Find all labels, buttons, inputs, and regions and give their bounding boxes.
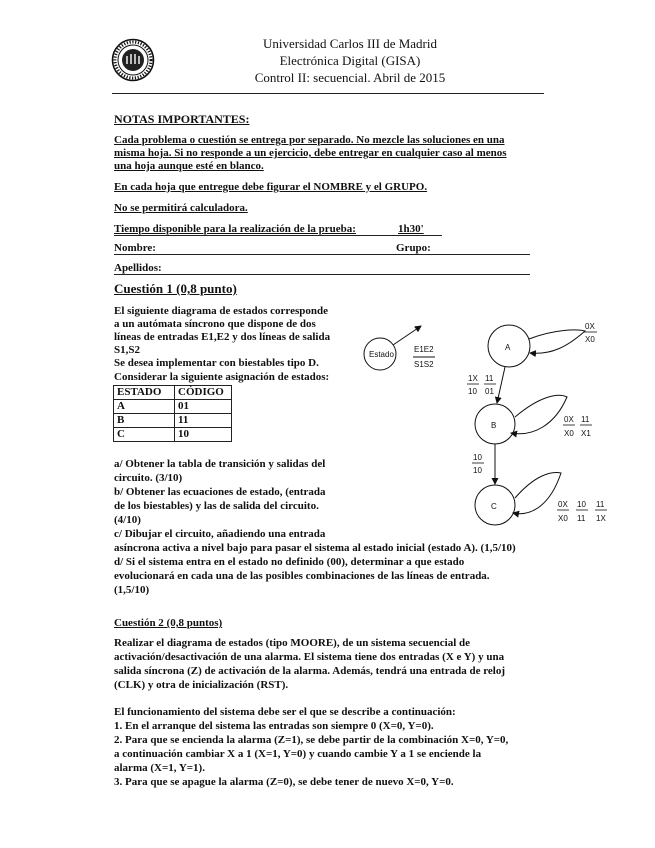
q2-p1-line: activación/desactivación de una alarma. El sistema tiene dos entradas (X e Y) y una — [114, 651, 505, 663]
table-cell: B — [114, 414, 175, 428]
q1-intro-line: El siguiente diagrama de estados corresponde — [114, 305, 328, 317]
q1-task-line: (4/10) — [114, 514, 141, 526]
table-row — [114, 414, 232, 428]
loop-a — [529, 330, 585, 353]
q1-task-line: circuito. (3/10) — [114, 472, 183, 484]
table-cell: C — [114, 428, 175, 442]
loop-b-input-1: 0X — [564, 415, 574, 424]
table-header: CÓDIGO — [175, 386, 232, 400]
state-diagram — [355, 315, 620, 530]
name-label: Nombre: — [114, 242, 156, 254]
table-header-row — [114, 386, 232, 400]
table-cell: 01 — [175, 400, 232, 414]
notes-name-group: En cada hoja que entregue debe figurar el NOMBRE y el GRUPO. — [114, 181, 428, 193]
q2-p2-line: 1. En el arranque del sistema las entradas son siempre 0 (X=0, Y=0). — [114, 720, 434, 732]
q2-p2-line: El funcionamiento del sistema debe ser el que se describe a continuación: — [114, 706, 456, 718]
legend-state-text: Estado — [369, 350, 394, 359]
q2-title: Cuestión 2 (0,8 puntos) — [114, 617, 223, 629]
notes-time-label: Tiempo disponible para la realización de la prueba: — [114, 223, 356, 235]
header-rule — [112, 93, 544, 94]
state-c-label: C — [491, 502, 497, 511]
header-course: Electrónica Digital (GISA) — [279, 53, 421, 68]
q1-title: Cuestión 1 (0,8 punto) — [114, 281, 237, 296]
arrow-a-to-b — [497, 367, 505, 403]
q2-p2-line: 2. Para que se encienda la alarma (Z=1), se debe partir de la combinación X=0, Y=0, — [114, 734, 509, 746]
q1-task-line: b/ Obtener las ecuaciones de estado, (entrada — [114, 486, 326, 498]
loop-c — [513, 473, 561, 514]
legend-arrow — [393, 326, 421, 345]
notes-title: NOTAS IMPORTANTES: — [114, 112, 250, 126]
legend-inputs: E1E2 — [414, 345, 434, 354]
q1-task-line: de los biestables) y las de salida del circuito. — [114, 500, 319, 512]
q2-p1-line: Realizar el diagrama de estados (tipo MOORE), de un sistema secuencial de — [114, 637, 471, 649]
bc-input: 10 — [473, 453, 482, 462]
q1-intro-line: S1,S2 — [114, 344, 140, 356]
time-underline — [114, 235, 442, 236]
table-cell: A — [114, 400, 175, 414]
surname-label: Apellidos: — [114, 262, 162, 274]
table-cell: 11 — [175, 414, 232, 428]
notes-line: Cada problema o cuestión se entrega por separado. No mezcle las soluciones en una — [114, 134, 505, 146]
loop-b-input-2: 11 — [581, 415, 590, 424]
loop-c-input-1: 0X — [558, 500, 568, 509]
ab-input-2: 11 — [485, 374, 494, 383]
ab-output-2: 01 — [485, 387, 494, 396]
q1-task-line: a/ Obtener la tabla de transición y salidas del — [114, 458, 326, 470]
loop-c-output-1: X0 — [558, 514, 568, 523]
name-field-line — [114, 254, 530, 255]
q1-intro-line: Considerar la siguiente asignación de estados: — [114, 371, 330, 383]
loop-b-output-1: X0 — [564, 429, 574, 438]
bc-output: 10 — [473, 466, 482, 475]
loop-b — [511, 395, 567, 433]
state-a-label: A — [505, 343, 511, 352]
q1-intro-line: a un autómata síncrono que dispone de dos — [114, 318, 316, 330]
q2-p2-line: alarma (X=1, Y=1). — [114, 762, 205, 774]
q2-p1-line: (CLK) y otra de inicialización (RST). — [114, 679, 289, 691]
table-row — [114, 428, 232, 442]
q1-task-line: c/ Dibujar el circuito, añadiendo una entrada — [114, 528, 326, 540]
q1-intro-line: líneas de entradas E1,E2 y dos líneas de salida — [114, 331, 331, 343]
notes-line: una hoja aunque esté en blanco. — [114, 160, 264, 172]
state-assignment-table — [113, 385, 232, 442]
q1-intro-line: Se desea implementar con biestables tipo D. — [114, 357, 319, 369]
loop-c-output-3: 1X — [596, 514, 606, 523]
notes-time-value: 1h30' — [398, 223, 424, 235]
loop-c-input-2: 10 — [577, 500, 586, 509]
header-exam: Control II: secuencial. Abril de 2015 — [254, 70, 446, 85]
ab-output-1: 10 — [468, 387, 477, 396]
loop-c-input-3: 11 — [596, 500, 605, 509]
table-row — [114, 400, 232, 414]
table-cell: 10 — [175, 428, 232, 442]
q1-task-line: (1,5/10) — [114, 584, 150, 596]
surname-field-line — [114, 274, 530, 275]
q2-p1-line: salida síncrona (Z) de activación de la alarma. Además, tendrá una entrada de reloj — [114, 665, 506, 677]
notes-calculator: No se permitirá calculadora. — [114, 202, 248, 214]
university-logo — [111, 38, 155, 82]
header-university: Universidad Carlos III de Madrid — [262, 36, 437, 51]
q2-p2-line: 3. Para que se apague la alarma (Z=0), se debe tener de nuevo X=0, Y=0. — [114, 776, 454, 788]
group-label: Grupo: — [396, 242, 431, 254]
q1-task-line: asíncrona activa a nivel bajo para pasar el sistema al estado inicial (estado A). (1,5/10) — [114, 542, 516, 554]
q1-task-line: evolucionará en cada una de las posibles combinaciones de las líneas de entrada. — [114, 570, 490, 582]
loop-a-input: 0X — [585, 322, 595, 331]
loop-c-output-2: 11 — [577, 514, 586, 523]
state-b-label: B — [491, 421, 497, 430]
ab-input-1: 1X — [468, 374, 478, 383]
loop-a-output: X0 — [585, 335, 595, 344]
q2-p2-line: a continuación cambiar X a 1 (X=1, Y=0) y cuando cambie Y a 1 se enciende la — [114, 748, 482, 760]
notes-line: misma hoja. Si no responde a un ejercicio, debe entregar en cualquier caso al menos — [114, 147, 507, 159]
loop-b-output-2: X1 — [581, 429, 591, 438]
table-header: ESTADO — [114, 386, 175, 400]
legend-outputs: S1S2 — [414, 360, 434, 369]
q1-task-line: d/ Si el sistema entra en el estado no definido (00), determinar a que estado — [114, 556, 465, 568]
